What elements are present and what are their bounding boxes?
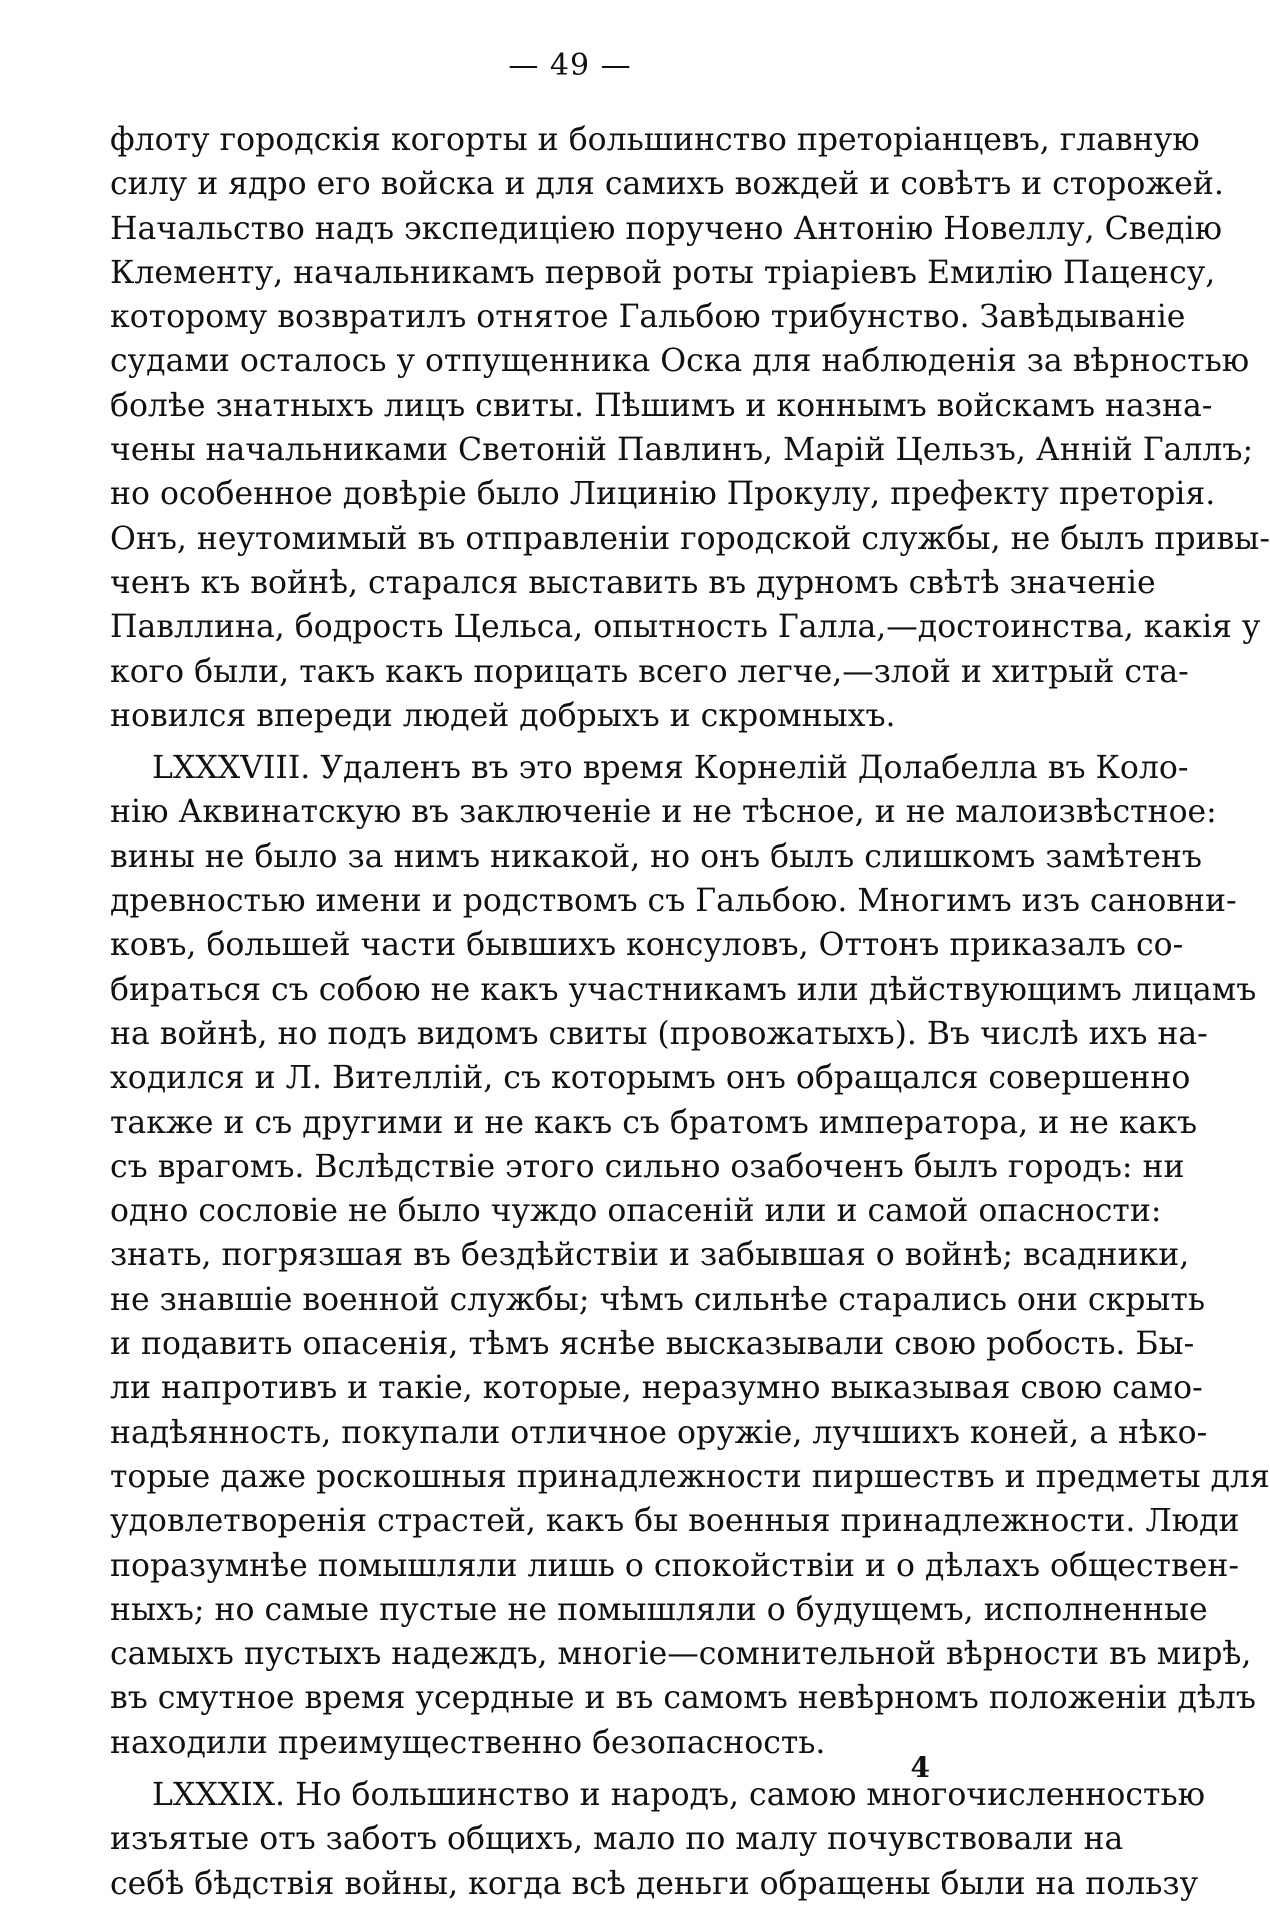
text-line: ныхъ; но самые пустые не помышляли о будущемъ, исполненные — [110, 1591, 1208, 1628]
text-line: находили преимущественно безопасность. — [110, 1724, 826, 1761]
text-line: болѣе знатныхъ лицъ свиты. Пѣшимъ и коннымъ войскамъ назна- — [110, 387, 1213, 424]
text-line: чены начальниками Светоній Павлинъ, Марій Цельзъ, Анній Галлъ; — [110, 432, 1254, 469]
text-line: вины не было за нимъ никакой, но онъ былъ слишкомъ замѣтенъ — [110, 838, 1202, 875]
paragraph — [110, 118, 1270, 738]
text-line: силу и ядро его войска и для самихъ вождей и совѣтъ и сторожей. — [110, 166, 1224, 203]
text-line: новился впереди людей добрыхъ и скромныхъ. — [110, 697, 896, 734]
text-line: бираться съ собою не какъ участникамъ или дѣйствующимъ лицамъ — [110, 971, 1257, 1008]
text-line: торые даже роскошныя принадлежности пиршествъ и предметы для — [110, 1458, 1270, 1495]
signature-mark: 4 — [910, 1751, 930, 1784]
body-text — [110, 118, 1270, 1906]
text-line: Онъ, неутомимый въ отправленіи городской службы, не былъ привы- — [110, 520, 1270, 557]
text-line: судами осталось у отпущенника Оска для наблюденія за вѣрностью — [110, 343, 1250, 380]
text-line: не знавшіе военной службы; чѣмъ сильнѣе старались они скрыть — [110, 1281, 1206, 1318]
text-line: ходился и Л. Вителлій, съ которымъ онъ обращался совершенно — [110, 1060, 1191, 1097]
text-line: также и съ другими и не какъ съ братомъ императора, и не какъ — [110, 1104, 1198, 1141]
paragraph — [110, 746, 1270, 1765]
text-line: LXXXVIII. Удаленъ въ это время Корнелій Долабелла въ Коло- — [152, 750, 1189, 787]
text-line: Начальство надъ экспедиціею поручено Антонію Новеллу, Сведію — [110, 210, 1223, 247]
text-line: себѣ бѣдствія войны, когда всѣ деньги обращены были на пользу — [110, 1865, 1199, 1902]
text-line: ченъ къ войнѣ, старался выставить въ дурномъ свѣтѣ значеніе — [110, 564, 1156, 601]
text-line: одно сословіе не было чуждо опасеній или и самой опасности: — [110, 1193, 1162, 1230]
text-line: удовлетворенія страстей, какъ бы военныя принадлежности. Люди — [110, 1503, 1240, 1540]
page-number: — 49 — — [508, 48, 632, 83]
text-line: ковъ, большей части бывшихъ консуловъ, Оттонъ приказалъ со- — [110, 927, 1184, 964]
text-line: поразумнѣе помышляли лишь о спокойствіи и о дѣлахъ обществен- — [110, 1547, 1239, 1584]
text-line: на войнѣ, но подъ видомъ свиты (провожатыхъ). Въ числѣ ихъ на- — [110, 1015, 1208, 1052]
text-line: нію Аквинатскую въ заключеніе и не тѣсное, и не малоизвѣстное: — [110, 794, 1217, 831]
paragraph — [110, 1773, 1206, 1906]
text-line: знать, погрязшая въ бездѣйствіи и забывшая о войнѣ; всадники, — [110, 1237, 1190, 1274]
text-line: въ смутное время усердные и въ самомъ невѣрномъ положеніи дѣлъ — [110, 1680, 1256, 1717]
text-line: Клементу, начальникамъ первой роты тріаріевъ Емилію Паценсу, — [110, 254, 1216, 291]
text-line: LXXXIX. Но большинство и народъ, самою многочисленностью — [152, 1776, 1206, 1813]
text-line: самыхъ пустыхъ надеждъ, многіе—сомнительной вѣрности въ мирѣ, — [110, 1636, 1252, 1673]
text-line: кого были, такъ какъ порицать всего легче,—злой и хитрый ста- — [110, 653, 1189, 690]
text-line: изъятые отъ заботъ общихъ, мало по малу почувствовали на — [110, 1821, 1124, 1858]
text-line: и подавить опасенія, тѣмъ яснѣе высказывали свою робость. Бы- — [110, 1326, 1195, 1363]
text-line: древностью имени и родствомъ съ Гальбою. Многимъ изъ сановни- — [110, 883, 1237, 920]
text-line: флоту городскія когорты и большинство преторіанцевъ, главную — [110, 122, 1200, 158]
text-line: надѣянность, покупали отличное оружіе, лучшихъ коней, а нѣко- — [110, 1414, 1208, 1451]
text-line: съ врагомъ. Вслѣдствіе этого сильно озабоченъ былъ городъ: ни — [110, 1148, 1185, 1185]
text-line: но особенное довѣріе было Лицинію Прокулу, префекту преторія. — [110, 476, 1216, 513]
text-line: ли напротивъ и такіе, которые, неразумно выказывая свою само- — [110, 1370, 1203, 1407]
text-line: которому возвратилъ отнятое Гальбою трибунство. Завѣдываніе — [110, 299, 1186, 336]
text-line: Павллина, бодрость Цельса, опытность Галла,—достоинства, какія у — [110, 609, 1261, 646]
